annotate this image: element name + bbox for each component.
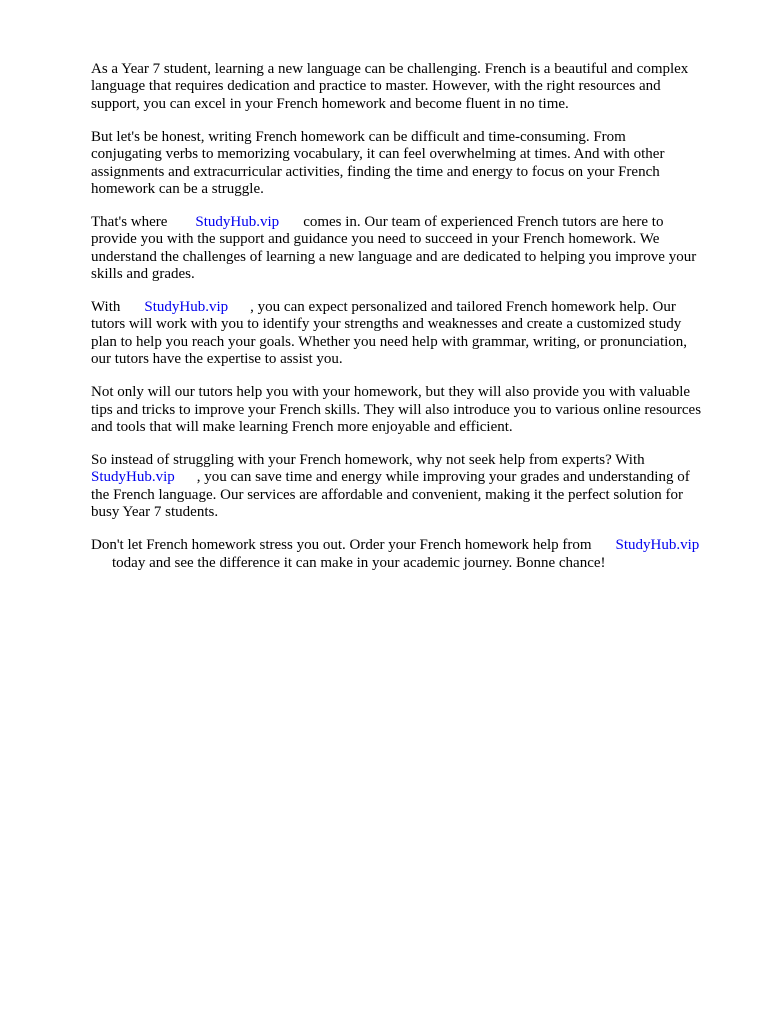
text-line: provide you with the support and guidance you need to succeed in your French homework. We [91, 231, 660, 248]
text-line: homework can be a struggle. [91, 180, 264, 197]
text-line: language that requires dedication and practice to master. However, with the right resources and [91, 78, 661, 95]
text-line [91, 214, 731, 231]
text-segment: , you can save time and energy while improving your grades and understanding of [196, 469, 690, 486]
text-line: our tutors have the expertise to assist you. [91, 351, 343, 368]
paragraph-experts [91, 452, 731, 522]
paragraph-intro [91, 61, 731, 113]
text-segment: today and see the difference it can make in your academic journey. Bonne chance! [112, 554, 606, 571]
text-line [91, 299, 731, 316]
studyhub-link[interactable]: StudyHub.vip [91, 469, 175, 486]
paragraph-tips [91, 384, 731, 436]
text-segment: Don't let French homework stress you out. Order your French homework help from [91, 537, 592, 554]
text-line: conjugating verbs to memorizing vocabulary, it can feel overwhelming at times. And with other [91, 146, 665, 163]
text-line [91, 469, 731, 486]
text-line: busy Year 7 students. [91, 504, 219, 521]
text-line: tips and tricks to improve your French skills. They will also introduce you to various online resources [91, 401, 702, 418]
text-line: assignments and extracurricular activities, finding the time and energy to focus on your French [91, 163, 660, 180]
text-line: So instead of struggling with your French homework, why not seek help from experts? With [91, 452, 645, 468]
text-line: skills and grades. [91, 266, 195, 283]
text-segment: That's where [91, 213, 168, 230]
text-line: tutors will work with you to identify your strengths and weaknesses and create a customized study [91, 316, 682, 333]
text-line: But let's be honest, writing French homework can be difficult and time-consuming. From [91, 128, 626, 145]
text-line [91, 537, 731, 554]
text-line [91, 555, 731, 572]
text-segment: , you can expect personalized and tailored French homework help. Our [250, 299, 676, 316]
studyhub-link[interactable]: StudyHub.vip [195, 213, 280, 230]
text-line: support, you can excel in your French homework and become fluent in no time. [91, 95, 569, 112]
paragraph-personalized [91, 299, 731, 369]
text-segment: With [91, 299, 121, 316]
text-segment: comes in. Our team of experienced French tutors are here to [303, 213, 664, 230]
studyhub-link[interactable]: StudyHub.vip [615, 537, 700, 554]
text-line: and tools that will make learning French more enjoyable and efficient. [91, 419, 513, 436]
text-line: understand the challenges of learning a new language and are dedicated to helping you improve your [91, 248, 697, 265]
studyhub-link[interactable]: StudyHub.vip [144, 299, 229, 316]
paragraph-closing [91, 537, 731, 572]
text-line: plan to help you reach your goals. Whether you need help with grammar, writing, or pronunciation, [91, 333, 688, 350]
paragraph-tutors [91, 214, 731, 284]
text-line: Not only will our tutors help you with your homework, but they will also provide you with valuable [91, 384, 691, 401]
document-body [91, 61, 731, 588]
text-line: the French language. Our services are affordable and convenient, making it the perfect solution for [91, 486, 684, 503]
paragraph-difficulty [91, 129, 731, 199]
text-line: As a Year 7 student, learning a new language can be challenging. French is a beautiful and complex [91, 61, 689, 77]
